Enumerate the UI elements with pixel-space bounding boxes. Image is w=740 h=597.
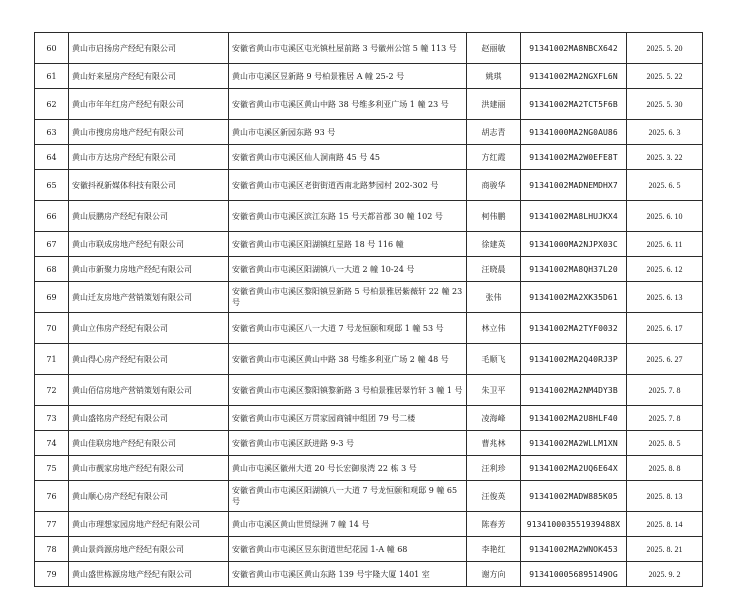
company-address-cell: 安徽省黄山市屯溪区老街街道西南北路梦园村 202-302 号 bbox=[229, 170, 467, 201]
registration-date-cell: 2025. 5. 22 bbox=[627, 64, 703, 89]
company-name-cell: 黄山辰鹏房产经纪有限公司 bbox=[69, 201, 229, 232]
company-name-cell: 黄山市搜房房地产经纪有限公司 bbox=[69, 120, 229, 145]
table-row bbox=[35, 313, 703, 344]
registration-date-cell: 2025. 8. 5 bbox=[627, 431, 703, 456]
legal-representative-cell: 方红霞 bbox=[467, 145, 521, 170]
row-number-cell: 62 bbox=[35, 89, 69, 120]
row-number-cell: 65 bbox=[35, 170, 69, 201]
legal-representative-cell: 朱卫平 bbox=[467, 375, 521, 406]
credit-code-cell: 91341000MA2NJPX03C bbox=[521, 232, 627, 257]
company-name-cell: 黄山市理想家园房地产经纪有限公司 bbox=[69, 512, 229, 537]
table-row bbox=[35, 282, 703, 313]
company-name-cell: 黄山市联成房地产经纪有限公司 bbox=[69, 232, 229, 257]
legal-representative-cell: 赵丽敏 bbox=[467, 33, 521, 64]
legal-representative-cell: 张伟 bbox=[467, 282, 521, 313]
company-name-cell: 黄山市新聚力房地产经纪有限公司 bbox=[69, 257, 229, 282]
company-address-cell: 安徽省黄山市屯溪区八一大道 7 号龙恒颐和观邸 1 幢 53 号 bbox=[229, 313, 467, 344]
row-number-cell: 70 bbox=[35, 313, 69, 344]
company-name-cell: 黄山好来屋房产经纪有限公司 bbox=[69, 64, 229, 89]
company-name-cell: 安徽抖视新媒体科技有限公司 bbox=[69, 170, 229, 201]
table-row bbox=[35, 201, 703, 232]
registration-date-cell: 2025. 6. 10 bbox=[627, 201, 703, 232]
registration-date-cell: 2025. 6. 3 bbox=[627, 120, 703, 145]
company-address-cell: 安徽省黄山市屯溪区万贯家园商铺中组团 79 号二楼 bbox=[229, 406, 467, 431]
company-address-cell: 黄山市屯溪区徽州大道 20 号长宏御泉湾 22 栋 3 号 bbox=[229, 456, 467, 481]
registration-date-cell: 2025. 9. 2 bbox=[627, 562, 703, 587]
company-name-cell: 黄山佰信房地产营销策划有限公司 bbox=[69, 375, 229, 406]
row-number-cell: 72 bbox=[35, 375, 69, 406]
company-address-cell: 安徽省黄山市屯溪区仙人洞南路 45 号 45 bbox=[229, 145, 467, 170]
legal-representative-cell: 汪利珍 bbox=[467, 456, 521, 481]
registration-date-cell: 2025. 6. 27 bbox=[627, 344, 703, 375]
row-number-cell: 75 bbox=[35, 456, 69, 481]
registration-date-cell: 2025. 8. 8 bbox=[627, 456, 703, 481]
legal-representative-cell: 汪俊英 bbox=[467, 481, 521, 512]
row-number-cell: 66 bbox=[35, 201, 69, 232]
credit-code-cell: 91341002MA2W0EFE8T bbox=[521, 145, 627, 170]
row-number-cell: 64 bbox=[35, 145, 69, 170]
company-name-cell: 黄山顺心房产经纪有限公司 bbox=[69, 481, 229, 512]
credit-code-cell: 913410003551939488X bbox=[521, 512, 627, 537]
registry-body bbox=[35, 33, 703, 587]
row-number-cell: 74 bbox=[35, 431, 69, 456]
company-address-cell: 安徽省黄山市屯溪区昱东街道世纪花园 1-A 幢 68 bbox=[229, 537, 467, 562]
company-address-cell: 安徽省黄山市屯溪区黎阳镇黎新路 3 号柏景雅居翠竹轩 3 幢 1 号 bbox=[229, 375, 467, 406]
legal-representative-cell: 曹兆林 bbox=[467, 431, 521, 456]
company-name-cell: 黄山市靓家房地产经纪有限公司 bbox=[69, 456, 229, 481]
company-address-cell: 安徽省黄山市屯溪区滨江东路 15 号天都首郡 30 幢 102 号 bbox=[229, 201, 467, 232]
credit-code-cell: 91341002MADNEMDHX7 bbox=[521, 170, 627, 201]
table-row bbox=[35, 375, 703, 406]
company-name-cell: 黄山盛世栋源房地产经纪有限公司 bbox=[69, 562, 229, 587]
company-address-cell: 安徽省黄山市屯溪区屯光镇杜屋前路 3 号徽州公馆 5 幢 113 号 bbox=[229, 33, 467, 64]
registration-date-cell: 2025. 6. 13 bbox=[627, 282, 703, 313]
credit-code-cell: 91341002MA2TCT5F6B bbox=[521, 89, 627, 120]
table-row bbox=[35, 170, 703, 201]
company-name-cell: 黄山迁友房地产营销策划有限公司 bbox=[69, 282, 229, 313]
table-row bbox=[35, 344, 703, 375]
row-number-cell: 60 bbox=[35, 33, 69, 64]
company-name-cell: 黄山盛铭房产经纪有限公司 bbox=[69, 406, 229, 431]
company-name-cell: 黄山佳联房地产经纪有限公司 bbox=[69, 431, 229, 456]
legal-representative-cell: 李艳红 bbox=[467, 537, 521, 562]
legal-representative-cell: 胡志青 bbox=[467, 120, 521, 145]
legal-representative-cell: 商骏华 bbox=[467, 170, 521, 201]
registration-date-cell: 2025. 6. 5 bbox=[627, 170, 703, 201]
row-number-cell: 61 bbox=[35, 64, 69, 89]
credit-code-cell: 91341002MA2NM4DY3B bbox=[521, 375, 627, 406]
company-address-cell: 安徽省黄山市屯溪区黄山中路 38 号维多利亚广场 1 幢 23 号 bbox=[229, 89, 467, 120]
credit-code-cell: 91341002MA8LHUJKX4 bbox=[521, 201, 627, 232]
table-row bbox=[35, 481, 703, 512]
table-row bbox=[35, 120, 703, 145]
credit-code-cell: 91341002MA2WNOK453 bbox=[521, 537, 627, 562]
registration-date-cell: 2025. 5. 30 bbox=[627, 89, 703, 120]
table-row bbox=[35, 456, 703, 481]
credit-code-cell: 91341002MA2XK35D61 bbox=[521, 282, 627, 313]
credit-code-cell: 91341002MA2NGXFL6N bbox=[521, 64, 627, 89]
credit-code-cell: 9134100056895149OG bbox=[521, 562, 627, 587]
table-row bbox=[35, 89, 703, 120]
agency-registry-table bbox=[34, 32, 703, 587]
table-row bbox=[35, 232, 703, 257]
registration-date-cell: 2025. 8. 21 bbox=[627, 537, 703, 562]
row-number-cell: 68 bbox=[35, 257, 69, 282]
row-number-cell: 79 bbox=[35, 562, 69, 587]
table-row bbox=[35, 537, 703, 562]
table-row bbox=[35, 562, 703, 587]
credit-code-cell: 91341002MA2WLLM1XN bbox=[521, 431, 627, 456]
credit-code-cell: 91341002MA2U8HLF40 bbox=[521, 406, 627, 431]
company-address-cell: 安徽省黄山市屯溪区跃进路 9-3 号 bbox=[229, 431, 467, 456]
company-address-cell: 安徽省黄山市屯溪区阳湖镇八一大道 2 幢 10-24 号 bbox=[229, 257, 467, 282]
credit-code-cell: 91341002MA2TYF0032 bbox=[521, 313, 627, 344]
company-name-cell: 黄山市方达房产经纪有限公司 bbox=[69, 145, 229, 170]
company-address-cell: 安徽省黄山市屯溪区黎阳镇昱新路 5 号柏景雅居紫薇轩 22 幢 23 号 bbox=[229, 282, 467, 313]
registration-date-cell: 2025. 7. 8 bbox=[627, 375, 703, 406]
table-row bbox=[35, 512, 703, 537]
table-row bbox=[35, 431, 703, 456]
company-address-cell: 安徽省黄山市屯溪区阳湖镇八一大道 7 号龙恒颐和观邸 9 幢 65 号 bbox=[229, 481, 467, 512]
registration-date-cell: 2025. 5. 20 bbox=[627, 33, 703, 64]
company-address-cell: 黄山市屯溪区昱新路 9 号柏景雅居 A 幢 25-2 号 bbox=[229, 64, 467, 89]
company-name-cell: 黄山得心房产经纪有限公司 bbox=[69, 344, 229, 375]
legal-representative-cell: 林立伟 bbox=[467, 313, 521, 344]
legal-representative-cell: 谢方向 bbox=[467, 562, 521, 587]
company-name-cell: 黄山市启扬房产经纪有限公司 bbox=[69, 33, 229, 64]
row-number-cell: 73 bbox=[35, 406, 69, 431]
legal-representative-cell: 毛顺飞 bbox=[467, 344, 521, 375]
credit-code-cell: 91341002MA2UQ6E64X bbox=[521, 456, 627, 481]
company-address-cell: 黄山市屯溪区新园东路 93 号 bbox=[229, 120, 467, 145]
row-number-cell: 77 bbox=[35, 512, 69, 537]
registration-date-cell: 2025. 6. 12 bbox=[627, 257, 703, 282]
credit-code-cell: 91341000MA2NG0AU86 bbox=[521, 120, 627, 145]
table-row bbox=[35, 406, 703, 431]
legal-representative-cell: 柯伟鹏 bbox=[467, 201, 521, 232]
table-row bbox=[35, 257, 703, 282]
row-number-cell: 71 bbox=[35, 344, 69, 375]
credit-code-cell: 91341002MA8QH37L20 bbox=[521, 257, 627, 282]
row-number-cell: 63 bbox=[35, 120, 69, 145]
credit-code-cell: 91341002MA2Q40RJ3P bbox=[521, 344, 627, 375]
company-name-cell: 黄山市年年红房产经纪有限公司 bbox=[69, 89, 229, 120]
credit-code-cell: 91341002MA8NBCX642 bbox=[521, 33, 627, 64]
registration-date-cell: 2025. 6. 17 bbox=[627, 313, 703, 344]
table-row bbox=[35, 145, 703, 170]
row-number-cell: 76 bbox=[35, 481, 69, 512]
legal-representative-cell: 凌海峰 bbox=[467, 406, 521, 431]
registration-date-cell: 2025. 8. 13 bbox=[627, 481, 703, 512]
row-number-cell: 69 bbox=[35, 282, 69, 313]
table-row bbox=[35, 64, 703, 89]
row-number-cell: 78 bbox=[35, 537, 69, 562]
company-address-cell: 黄山市屯溪区黄山世贸绿洲 7 幢 14 号 bbox=[229, 512, 467, 537]
legal-representative-cell: 汪晓晨 bbox=[467, 257, 521, 282]
legal-representative-cell: 陈春芳 bbox=[467, 512, 521, 537]
company-address-cell: 安徽省黄山市屯溪区黄山中路 38 号维多利亚广场 2 幢 48 号 bbox=[229, 344, 467, 375]
registration-date-cell: 2025. 7. 8 bbox=[627, 406, 703, 431]
registration-date-cell: 2025. 8. 14 bbox=[627, 512, 703, 537]
company-name-cell: 黄山景尚源房地产经纪有限公司 bbox=[69, 537, 229, 562]
registration-date-cell: 2025. 6. 11 bbox=[627, 232, 703, 257]
legal-representative-cell: 徐建英 bbox=[467, 232, 521, 257]
company-address-cell: 安徽省黄山市屯溪区阳湖镇红星路 18 号 116 幢 bbox=[229, 232, 467, 257]
registration-date-cell: 2025. 3. 22 bbox=[627, 145, 703, 170]
legal-representative-cell: 姚琪 bbox=[467, 64, 521, 89]
legal-representative-cell: 洪建丽 bbox=[467, 89, 521, 120]
credit-code-cell: 91341002MADW885K05 bbox=[521, 481, 627, 512]
row-number-cell: 67 bbox=[35, 232, 69, 257]
company-address-cell: 安徽省黄山市屯溪区黄山东路 139 号宇隆大厦 1401 室 bbox=[229, 562, 467, 587]
table-row bbox=[35, 33, 703, 64]
company-name-cell: 黄山立伟房产经纪有限公司 bbox=[69, 313, 229, 344]
